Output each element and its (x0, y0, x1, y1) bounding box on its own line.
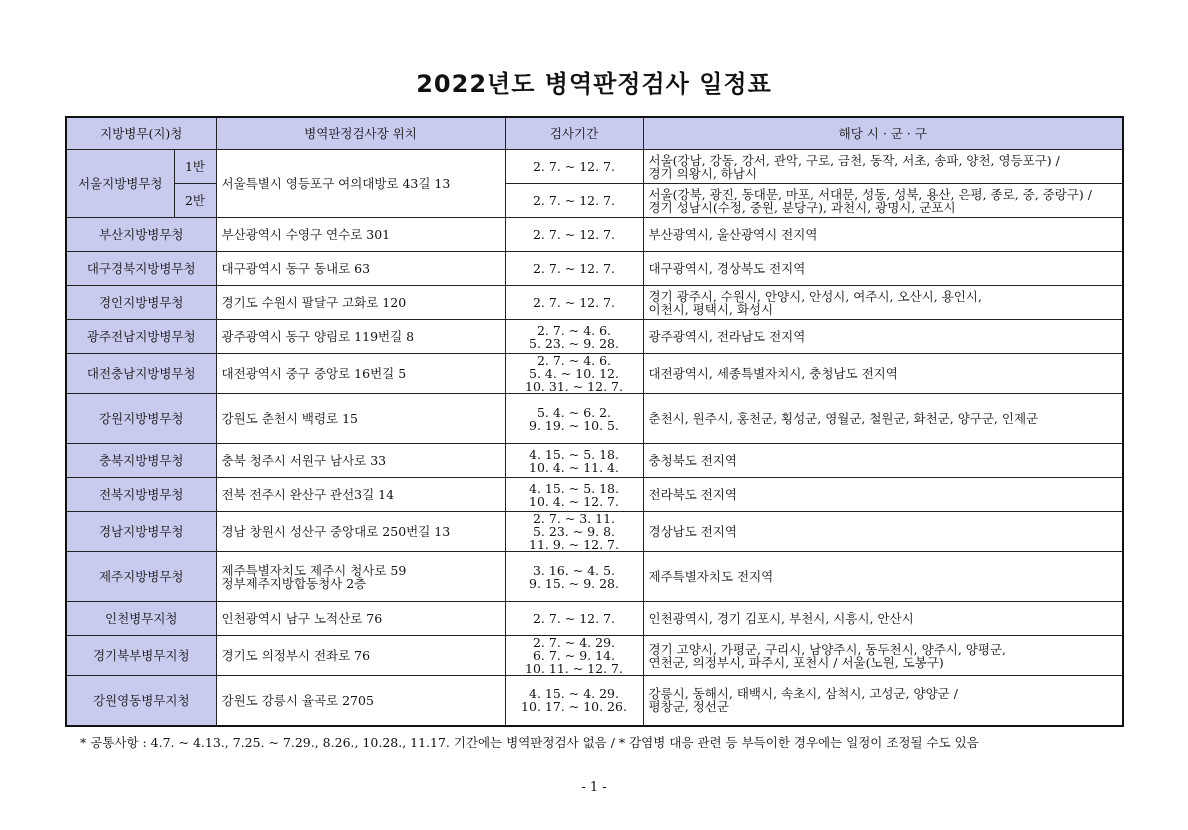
area-cell: 대전광역시, 세종특별자치시, 충청남도 전지역 (643, 354, 1123, 394)
area-cell: 경상남도 전지역 (643, 512, 1123, 552)
area-cell: 서울(강북, 광진, 동대문, 마포, 서대문, 성동, 성북, 용산, 은평, 종로, 중, 중랑구) / 경기 성남시(수정, 중원, 분당구), 과천시, 광명시, 군포시 (643, 184, 1123, 218)
location-cell: 충북 청주시 서원구 남사로 33 (216, 444, 505, 478)
table-row (66, 602, 1123, 636)
table-row (66, 478, 1123, 512)
schedule-table (65, 116, 1124, 727)
area-cell: 강릉시, 동해시, 태백시, 속초시, 삼척시, 고성군, 양양군 / 평창군, 정선군 (643, 676, 1123, 726)
location-cell: 경남 창원시 성산구 중앙대로 250번길 13 (216, 512, 505, 552)
header-period: 검사기간 (505, 117, 643, 150)
table-row (66, 394, 1123, 444)
table-row (66, 444, 1123, 478)
period-cell: 4. 15. ~ 5. 18. 10. 4. ~ 12. 7. (505, 478, 643, 512)
table-row (66, 512, 1123, 552)
ban-label: 1반 (174, 150, 216, 184)
location-cell: 인천광역시 남구 노적산로 76 (216, 602, 505, 636)
period-cell: 2. 7. ~ 12. 7. (505, 252, 643, 286)
header-area: 해당 시 · 군 · 구 (643, 117, 1123, 150)
location-cell: 부산광역시 수영구 연수로 301 (216, 218, 505, 252)
area-cell: 충청북도 전지역 (643, 444, 1123, 478)
location-cell: 대전광역시 중구 중앙로 16번길 5 (216, 354, 505, 394)
office-cell: 대전충남지방병무청 (66, 354, 216, 394)
footer-note: * 공통사항 : 4.7. ~ 4.13., 7.25. ~ 7.29., 8.26., 10.28., 11.17. 기간에는 병역판정검사 없음 / * 감염병 대응 관련 등 부득이한 경우에는 일정이 조정될 수도 있음 (80, 735, 979, 750)
location-cell: 광주광역시 동구 양림로 119번길 8 (216, 320, 505, 354)
location-cell: 경기도 수원시 팔달구 고화로 120 (216, 286, 505, 320)
period-cell: 2. 7. ~ 4. 6. 5. 4. ~ 10. 12. 10. 31. ~ 12. 7. (505, 354, 643, 394)
office-cell: 경인지방병무청 (66, 286, 216, 320)
page-number: - 1 - (581, 780, 607, 795)
office-cell: 경남지방병무청 (66, 512, 216, 552)
table-row (66, 676, 1123, 726)
area-cell: 광주광역시, 전라남도 전지역 (643, 320, 1123, 354)
area-cell: 제주특별자치도 전지역 (643, 552, 1123, 602)
period-cell: 2. 7. ~ 12. 7. (505, 602, 643, 636)
area-cell: 인천광역시, 경기 김포시, 부천시, 시흥시, 안산시 (643, 602, 1123, 636)
header-row (66, 117, 1123, 150)
area-cell: 서울(강남, 강동, 강서, 관악, 구로, 금천, 동작, 서초, 송파, 양천, 영등포구) / 경기 의왕시, 하남시 (643, 150, 1123, 184)
location-cell: 제주특별자치도 제주시 청사로 59 정부제주지방합동청사 2층 (216, 552, 505, 602)
header-location: 병역판정검사장 위치 (216, 117, 505, 150)
office-cell: 경기북부병무지청 (66, 636, 216, 676)
location-cell: 전북 전주시 완산구 관선3길 14 (216, 478, 505, 512)
table-row (66, 354, 1123, 394)
office-cell: 서울지방병무청 (66, 150, 174, 218)
office-cell: 인천병무지청 (66, 602, 216, 636)
period-cell: 2. 7. ~ 12. 7. (505, 150, 643, 184)
office-cell: 대구경북지방병무청 (66, 252, 216, 286)
table-row (66, 286, 1123, 320)
table-row (66, 252, 1123, 286)
area-cell: 전라북도 전지역 (643, 478, 1123, 512)
period-cell: 2. 7. ~ 12. 7. (505, 286, 643, 320)
period-cell: 2. 7. ~ 12. 7. (505, 218, 643, 252)
header-office: 지방병무(지)청 (66, 117, 216, 150)
area-cell: 춘천시, 원주시, 홍천군, 횡성군, 영월군, 철원군, 화천군, 양구군, 인제군 (643, 394, 1123, 444)
page-title: 2022년도 병역판정검사 일정표 (416, 70, 772, 98)
period-cell: 4. 15. ~ 5. 18. 10. 4. ~ 11. 4. (505, 444, 643, 478)
office-cell: 강원지방병무청 (66, 394, 216, 444)
office-cell: 강원영동병무지청 (66, 676, 216, 726)
location-cell: 강원도 강릉시 율곡로 2705 (216, 676, 505, 726)
location-cell: 대구광역시 동구 동내로 63 (216, 252, 505, 286)
period-cell: 3. 16. ~ 4. 5. 9. 15. ~ 9. 28. (505, 552, 643, 602)
office-cell: 제주지방병무청 (66, 552, 216, 602)
table-row (66, 150, 1123, 184)
period-cell: 5. 4. ~ 6. 2. 9. 19. ~ 10. 5. (505, 394, 643, 444)
period-cell: 2. 7. ~ 4. 6. 5. 23. ~ 9. 28. (505, 320, 643, 354)
table-row (66, 320, 1123, 354)
location-cell: 강원도 춘천시 백령로 15 (216, 394, 505, 444)
period-cell: 4. 15. ~ 4. 29. 10. 17. ~ 10. 26. (505, 676, 643, 726)
area-cell: 부산광역시, 울산광역시 전지역 (643, 218, 1123, 252)
period-cell: 2. 7. ~ 4. 29. 6. 7. ~ 9. 14. 10. 11. ~ 12. 7. (505, 636, 643, 676)
office-cell: 충북지방병무청 (66, 444, 216, 478)
table-row (66, 218, 1123, 252)
office-cell: 광주전남지방병무청 (66, 320, 216, 354)
area-cell: 경기 고양시, 가평군, 구리시, 남양주시, 동두천시, 양주시, 양평군, 연천군, 의정부시, 파주시, 포천시 / 서울(노원, 도봉구) (643, 636, 1123, 676)
table-row (66, 636, 1123, 676)
location-cell: 경기도 의정부시 전좌로 76 (216, 636, 505, 676)
area-cell: 대구광역시, 경상북도 전지역 (643, 252, 1123, 286)
table-row (66, 552, 1123, 602)
office-cell: 전북지방병무청 (66, 478, 216, 512)
area-cell: 경기 광주시, 수원시, 안양시, 안성시, 여주시, 오산시, 용인시, 이천시, 평택시, 화성시 (643, 286, 1123, 320)
ban-label: 2반 (174, 184, 216, 218)
location-cell: 서울특별시 영등포구 여의대방로 43길 13 (216, 150, 505, 218)
period-cell: 2. 7. ~ 3. 11. 5. 23. ~ 9. 8. 11. 9. ~ 12. 7. (505, 512, 643, 552)
period-cell: 2. 7. ~ 12. 7. (505, 184, 643, 218)
office-cell: 부산지방병무청 (66, 218, 216, 252)
